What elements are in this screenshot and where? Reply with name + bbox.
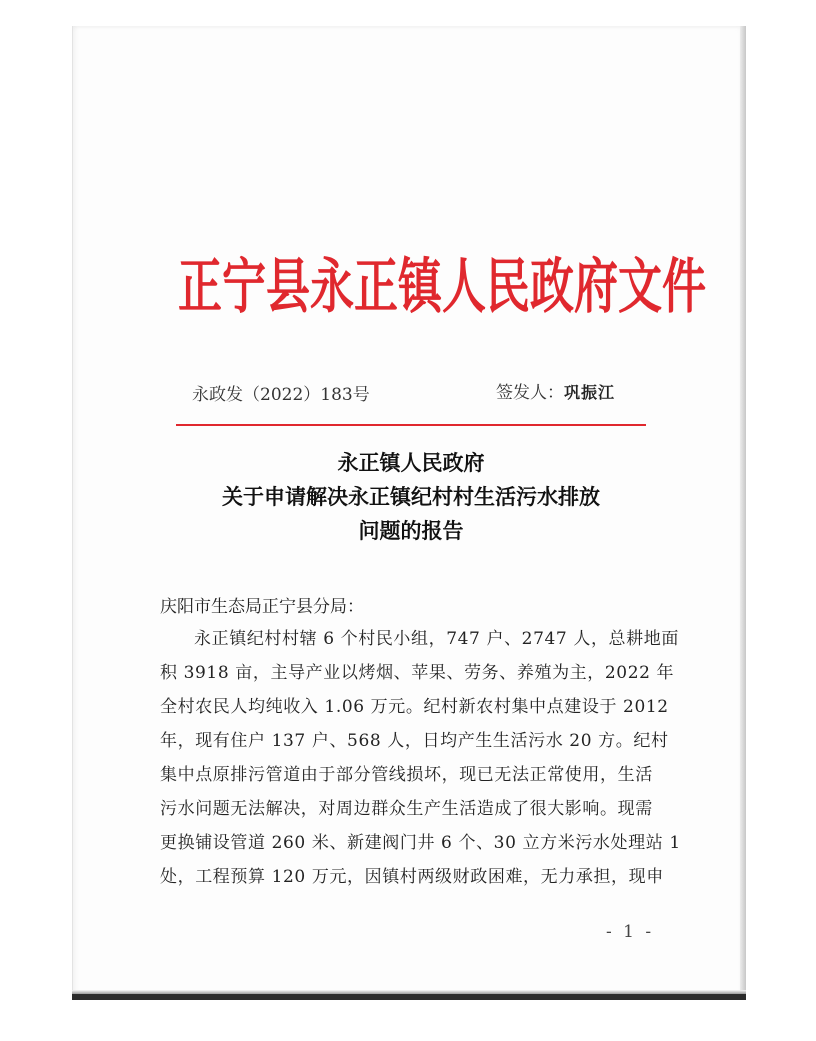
salutation: 庆阳市生态局正宁县分局： (160, 597, 364, 617)
issuer (496, 378, 615, 403)
body-line: 永正镇纪村村辖 6 个村民小组，747 户、2747 人，总耕地面 (194, 629, 679, 649)
issuer-label: 签发人： (496, 383, 564, 403)
issuer-name: 巩振江 (564, 383, 616, 402)
body-line: 积 3918 亩，主导产业以烤烟、苹果、劳务、养殖为主，2022 年 (160, 663, 675, 683)
title-line: 永正镇人民政府 (337, 451, 485, 475)
document-masthead: 正宁县永正镇人民政府文件 (178, 252, 706, 322)
body-line: 年，现有住户 137 户、568 人，日均产生生活污水 20 方。纪村 (160, 731, 669, 751)
document-title (176, 446, 646, 548)
body-line: 处，工程预算 120 万元，因镇村两级财政困难，无力承担，现申 (160, 867, 664, 887)
title-line: 关于申请解决永正镇纪村村生活污水排放 (222, 485, 600, 509)
body-line: 集中点原排污管道由于部分管线损坏，现已无法正常使用，生活 (160, 765, 653, 785)
page-number: - 1 - (606, 922, 655, 942)
body-text (160, 622, 681, 894)
body-line: 更换铺设管道 260 米、新建阀门井 6 个、30 立方米污水处理站 1 (160, 833, 681, 853)
scan-background (0, 0, 72, 1000)
red-divider-line (176, 424, 646, 426)
title-line: 问题的报告 (358, 519, 464, 543)
body-line: 污水问题无法解决，对周边群众生产生活造成了很大影响。现需 (160, 799, 653, 819)
scan-bottom-edge (72, 994, 746, 1000)
document-number: 永政发（2022）183号 (192, 385, 370, 405)
page-edge-shadow (740, 26, 746, 994)
body-line: 全村农民人均纯收入 1.06 万元。纪村新农村集中点建设于 2012 (160, 697, 669, 717)
